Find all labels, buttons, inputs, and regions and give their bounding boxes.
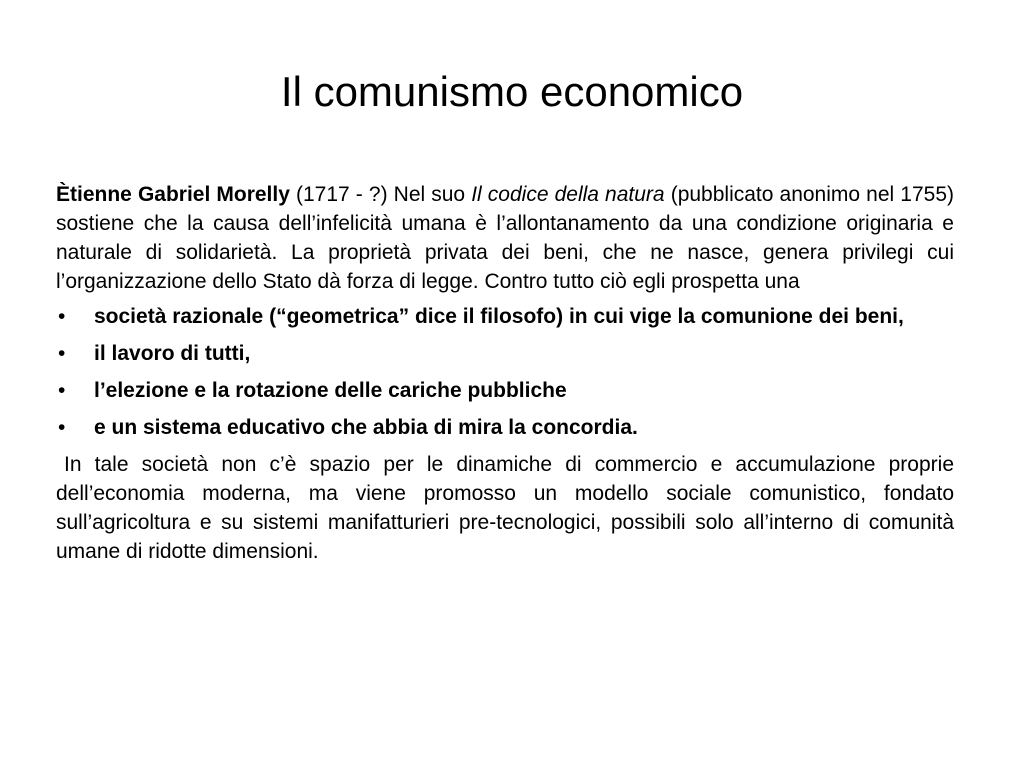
bullet-item: [56, 413, 954, 442]
bullet-icon: •: [58, 416, 66, 439]
intro-text-before-work: (1717 - ?) Nel suo: [289, 183, 472, 206]
author-name: Ètienne Gabriel Morelly: [56, 183, 290, 206]
bullet-list: [56, 302, 954, 442]
bullet-icon: •: [58, 305, 66, 328]
bullet-text: l’elezione e la rotazione delle cariche pubbliche: [94, 379, 567, 402]
bullet-icon: •: [58, 342, 66, 365]
intro-text-after-work: (pubblicato anonimo nel 1755) sostiene che la causa dell’infelicità umana è l’allontanamento da una condizione originaria e naturale di solidarietà. La proprietà privata dei beni, che ne nasce, genera privilegi cui l’organizzazione dello Stato dà forza di legge. Contro tutto ciò egli prospetta una: [56, 183, 954, 293]
bullet-item: [56, 376, 954, 405]
slide-body: [56, 180, 954, 566]
slide-title: Il comunismo economico: [280, 68, 744, 115]
conclusion-paragraph: In tale società non c’è spazio per le dinamiche di commercio e accumulazione proprie dell’economia moderna, ma viene promosso un modello sociale comunistico, fondato sull’agricoltura e su sistemi manifatturieri pre-tecnologici, possibili solo all’interno di comunità umane di ridotte dimensioni.: [56, 453, 954, 563]
bullet-text: e un sistema educativo che abbia di mira la concordia.: [94, 416, 638, 439]
bullet-item: [56, 302, 954, 331]
work-title: Il codice della natura: [471, 183, 665, 206]
bullet-text: società razionale (“geometrica” dice il filosofo) in cui vige la comunione dei beni,: [94, 305, 904, 328]
bullet-item: [56, 339, 954, 368]
bullet-icon: •: [58, 379, 66, 402]
bullet-text: il lavoro di tutti,: [94, 342, 251, 365]
intro-paragraph: [56, 180, 954, 296]
